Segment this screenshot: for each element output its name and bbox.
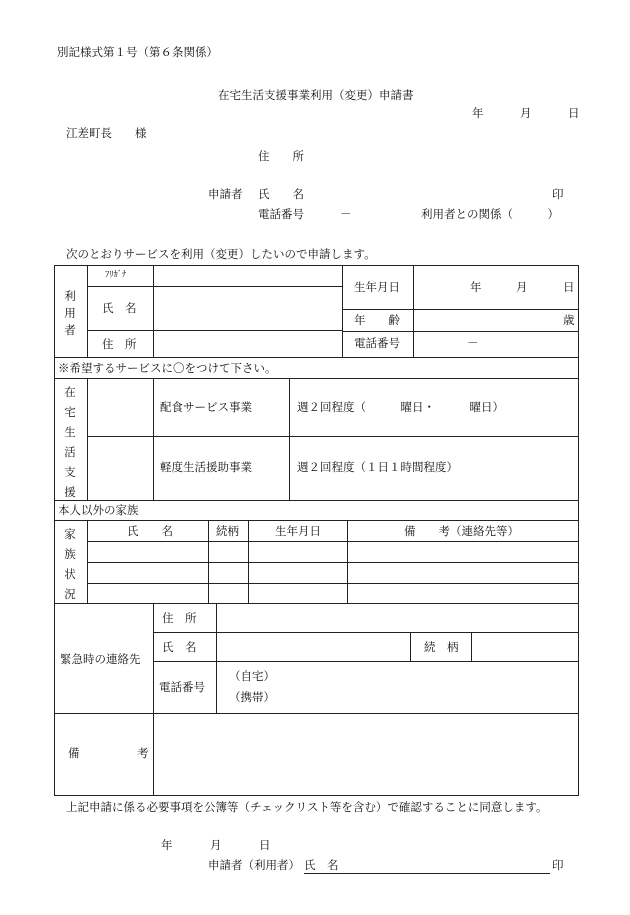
service-name-light-assist: 軽度生活援助事業 <box>160 460 252 474</box>
form-title: 在宅生活支援事業利用（変更）申請書 <box>218 88 414 102</box>
birth-day: 日 <box>563 280 575 294</box>
service-checkbox-cell-meal[interactable] <box>88 379 152 435</box>
header-date-year: 年 <box>472 106 484 120</box>
user-phone-label: 電話番号 <box>354 336 400 350</box>
consent-text: 上記申請に係る必要事項を公簿等（チェックリスト等を含む）で確認することに同意します。 <box>66 800 548 814</box>
footer-date-year: 年 <box>161 838 173 852</box>
applicant-phone-label: 電話番号 <box>258 207 304 221</box>
applicant-label: 申請者 <box>208 187 243 201</box>
birth-date-label: 生年月日 <box>354 280 400 294</box>
service-freq-light-assist: 週２回程度（１日１時間程度） <box>297 460 458 474</box>
user-phone-separator: － <box>467 336 479 350</box>
age-label: 年 齢 <box>354 313 400 327</box>
family-col-remarks: 備 考（連絡先等） <box>404 524 519 538</box>
header-date-day: 日 <box>568 106 580 120</box>
footer-date-month: 月 <box>210 838 222 852</box>
applicant-relation-label: 利用者との関係（ ） <box>421 207 559 221</box>
footer-seal: 印 <box>552 858 564 872</box>
furigana-label: ﾌﾘｶﾞﾅ <box>105 270 127 280</box>
intro-text: 次のとおりサービスを利用（変更）したいので申請します。 <box>66 247 376 261</box>
remarks-label: 備 考 <box>68 746 149 760</box>
service-checkbox-cell-light-assist[interactable] <box>88 437 152 499</box>
emergency-mobile-phone: （携帯） <box>229 690 275 704</box>
service-freq-meal: 週２回程度（ 曜日・ 曜日） <box>297 400 504 414</box>
emergency-address-label: 住 所 <box>162 611 197 625</box>
family-col-name: 氏 名 <box>127 524 173 538</box>
emergency-relation-label: 続 柄 <box>424 640 459 654</box>
footer-name-label: 氏 名 <box>304 858 339 872</box>
applicant-seal: 印 <box>552 187 564 201</box>
family-col-relation: 続柄 <box>216 524 239 538</box>
footer-date-day: 日 <box>259 838 271 852</box>
birth-year: 年 <box>470 280 482 294</box>
emergency-name-label: 氏 名 <box>162 640 197 654</box>
applicant-phone-separator: － <box>340 207 352 221</box>
services-vertical-label: 在 宅 生 活 支 援 <box>64 385 76 499</box>
family-heading: 本人以外の家族 <box>58 503 139 517</box>
user-vertical-label: 利 用 者 <box>64 289 76 337</box>
services-note: ※希望するサービスに〇をつけて下さい。 <box>58 361 277 375</box>
addressee: 江差町長 様 <box>66 126 147 140</box>
emergency-contact-label: 緊急時の連絡先 <box>60 652 141 666</box>
applicant-address-label: 住 所 <box>258 149 304 163</box>
signature-line <box>304 873 550 874</box>
service-name-meal: 配食サービス事業 <box>160 400 252 414</box>
emergency-home-phone: （自宅） <box>229 669 275 683</box>
form-number: 別記様式第１号（第６条関係） <box>57 45 218 59</box>
applicant-name-label: 氏 名 <box>258 187 304 201</box>
header-date-month: 月 <box>520 106 532 120</box>
family-col-birthdate: 生年月日 <box>275 524 321 538</box>
footer-signer-label: 申請者（利用者） <box>208 858 300 872</box>
user-address-label: 住 所 <box>102 337 137 351</box>
family-vertical-label: 家 族 状 況 <box>64 527 76 601</box>
birth-month: 月 <box>516 280 528 294</box>
age-unit: 歳 <box>563 313 575 327</box>
emergency-phone-label: 電話番号 <box>159 680 205 694</box>
user-name-label: 氏 名 <box>102 301 137 315</box>
